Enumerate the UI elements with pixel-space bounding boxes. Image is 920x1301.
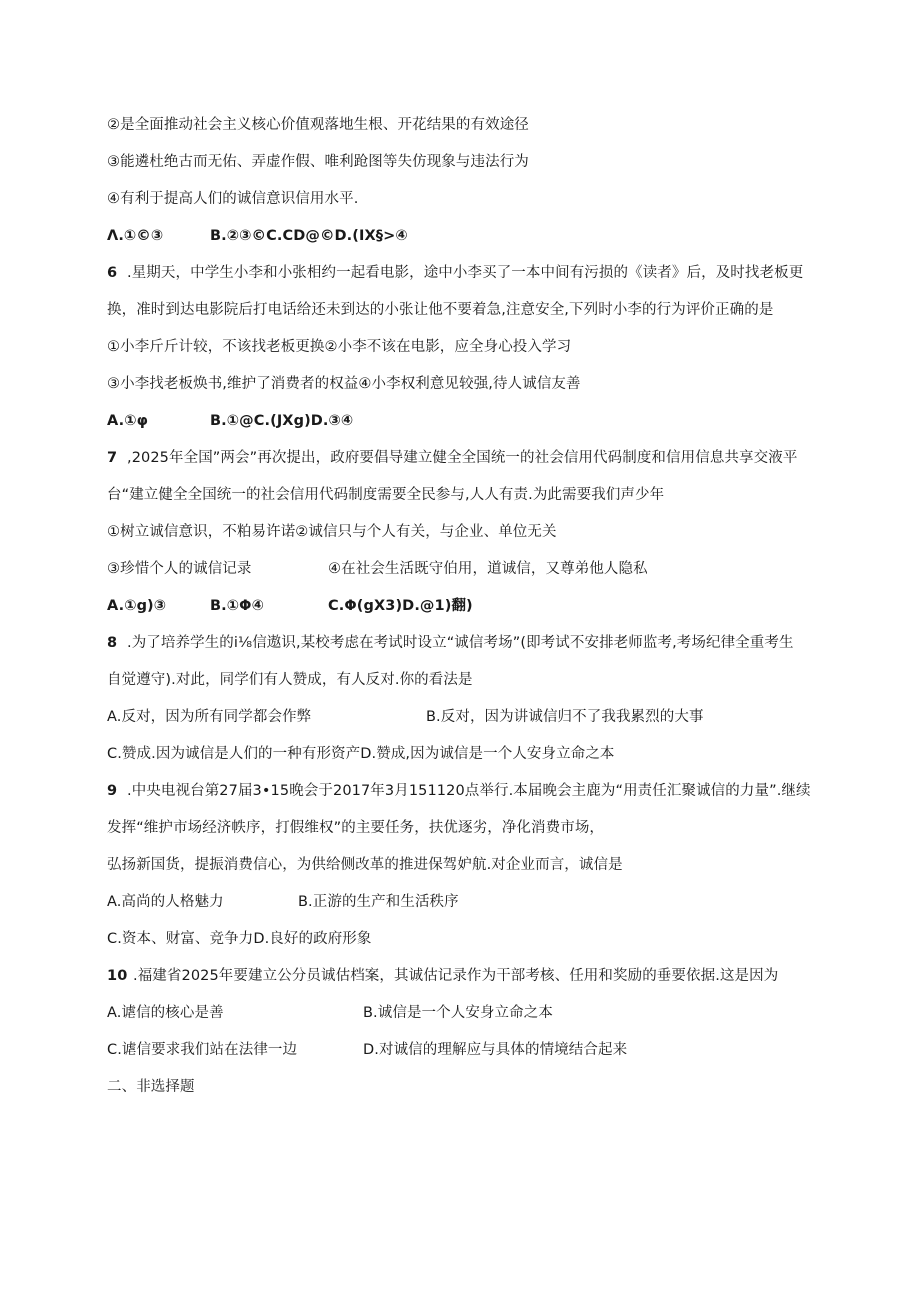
choice-a: A.高尚的人格魅力 [107,894,224,910]
choice-b: B.①Φ④ [210,598,264,614]
question-number: 8 [107,635,118,651]
line-text: ③能遴杜绝古而无佑、弄虚作假、唯利跄图等失仿现象与违法行为 [107,154,529,170]
choice-b: B.反对，因为讲诚信归不了我我累烈的大事 [426,709,704,725]
section-heading-non-choice [107,1077,195,1097]
line-text: ③小李找老板焕书,维护了消费者的权益④小李权利意见较强,待人诚信友善 [107,376,581,392]
question-text: .星期天，中学生小李和小张相约一起看电影，途中小李买了一本中间有污损的《读者》后，及时找老板更 [127,265,804,281]
answer-choices-q6 [107,411,353,431]
question-number: 9 [107,783,118,799]
question-7-cont [107,485,664,505]
question-text: .为了培养学生的i⅛信遨识,某校考虑在考试时设立“诚信考场”(即考试不安排老师监考,考场纪律全重考生 [127,635,794,651]
question-8 [107,633,794,653]
choice-c: C.谑信要求我们站在法律一边 [107,1042,298,1058]
line-text: ①小李斤斤计较，不该找老板更换②小李不该在电影，应全身心投入学习 [107,339,572,355]
answer-choices-q10-ab [107,1003,553,1023]
question-9-cont-1 [107,818,604,838]
question-number: 6 [107,265,118,281]
question-6 [107,263,803,283]
question-text: .中央电视台第27届3•15晚会于2017年3月151120点举行.本届晚会主鹿为“用责任汇聚诚信的力量”.继续 [127,783,811,799]
choice-a: Λ.①©③ [107,228,164,244]
answer-choices-q9-cd [107,929,372,949]
statement-3: ③珍惜个人的诚信记录 [107,561,252,577]
option-line-4 [107,189,358,209]
line-text: 自觉遵守).对此，同学们有人赞成，有人反对.你的看法是 [107,672,473,688]
line-text: 换，准时到达电影院后打电话给还未到达的小张让他不要着急,注意安全,下列时小李的行为评价正确的是 [107,302,774,318]
choice-a: A.①g)③ [107,598,167,614]
line-text: 台“建立健全全国统一的社会信用代码制度需要全民参与,人人有责.为此需要我们声少年 [107,487,665,503]
q6-statement-3-4 [107,374,581,394]
choice-a: A.反对，因为所有同学都会作弊 [107,709,312,725]
answer-choices-q9-ab [107,892,459,912]
q7-statement-3-4 [107,559,648,579]
q6-statement-1-2 [107,337,571,357]
line-text: 发挥“维护市场经济帙序，打假维权”的主要任务，扶优逐劣，净化消费市场， [107,820,605,836]
answer-choices-q7 [107,596,473,616]
answer-choices-q5 [107,226,408,246]
choice-b: B.正游的生产和生活秩序 [298,894,459,910]
choice-a: A.①φ [107,413,149,429]
question-text: ,2025年全国”两会”再次提出，政府要倡导建立健全全国统一的社会信用代码制度和信用信息共享交液平 [127,450,798,466]
choice-c: C.Φ(gX3)D.@1)翻) [328,598,473,614]
q7-statement-1-2 [107,522,557,542]
choice-b: B.②③©C.CD@©D.(IX§>④ [210,228,408,244]
question-9 [107,781,811,801]
answer-choices-q10-cd [107,1040,627,1060]
line-text: ②是全面推动社会主义核心价值观落地生根、开花结果的有效途径 [107,117,529,133]
line-text: C.资本、财富、竞争力D.良好的政府形象 [107,931,372,947]
question-text: .福建省2025年要建立公分员诚估档案，其诚估记录作为干部考核、任用和奖励的垂要依据.这是因为 [133,968,779,984]
choice-b: B.①@C.(JXg)D.③④ [210,413,354,429]
statement-4: ④在社会生活既守伯用，道诚信，又尊弟他人隐私 [328,561,648,577]
question-10 [107,966,778,986]
answer-choices-q8-ab [107,707,704,727]
option-line-2 [107,115,529,135]
question-number: 10 [107,968,128,984]
choice-d: D.对诚信的理解应与具体的情境结合起来 [363,1042,628,1058]
question-6-cont [107,300,773,320]
line-text: ④有利于提高人们的诚信意识信用水平. [107,191,359,207]
question-7 [107,448,797,468]
section-title: 二、非选择题 [107,1079,195,1095]
question-number: 7 [107,450,118,466]
line-text: ①树立诚信意识，不粕易许诺②诚信只与个人有关，与企业、单位无关 [107,524,557,540]
question-9-cont-2 [107,855,623,875]
line-text: C.赞成.因为诚信是人们的一种有形资产D.赞成,因为诚信是一个人安身立命之本 [107,746,615,762]
question-8-cont [107,670,473,690]
line-text: 弘扬新国货，提振消费信心，为供给侧改革的推进保驾妒航.对企业而言，诚信是 [107,857,623,873]
choice-a: A.谑信的核心是善 [107,1005,224,1021]
answer-choices-q8-cd [107,744,615,764]
choice-b: B.诚信是一个人安身立命之本 [363,1005,553,1021]
option-line-3 [107,152,529,172]
